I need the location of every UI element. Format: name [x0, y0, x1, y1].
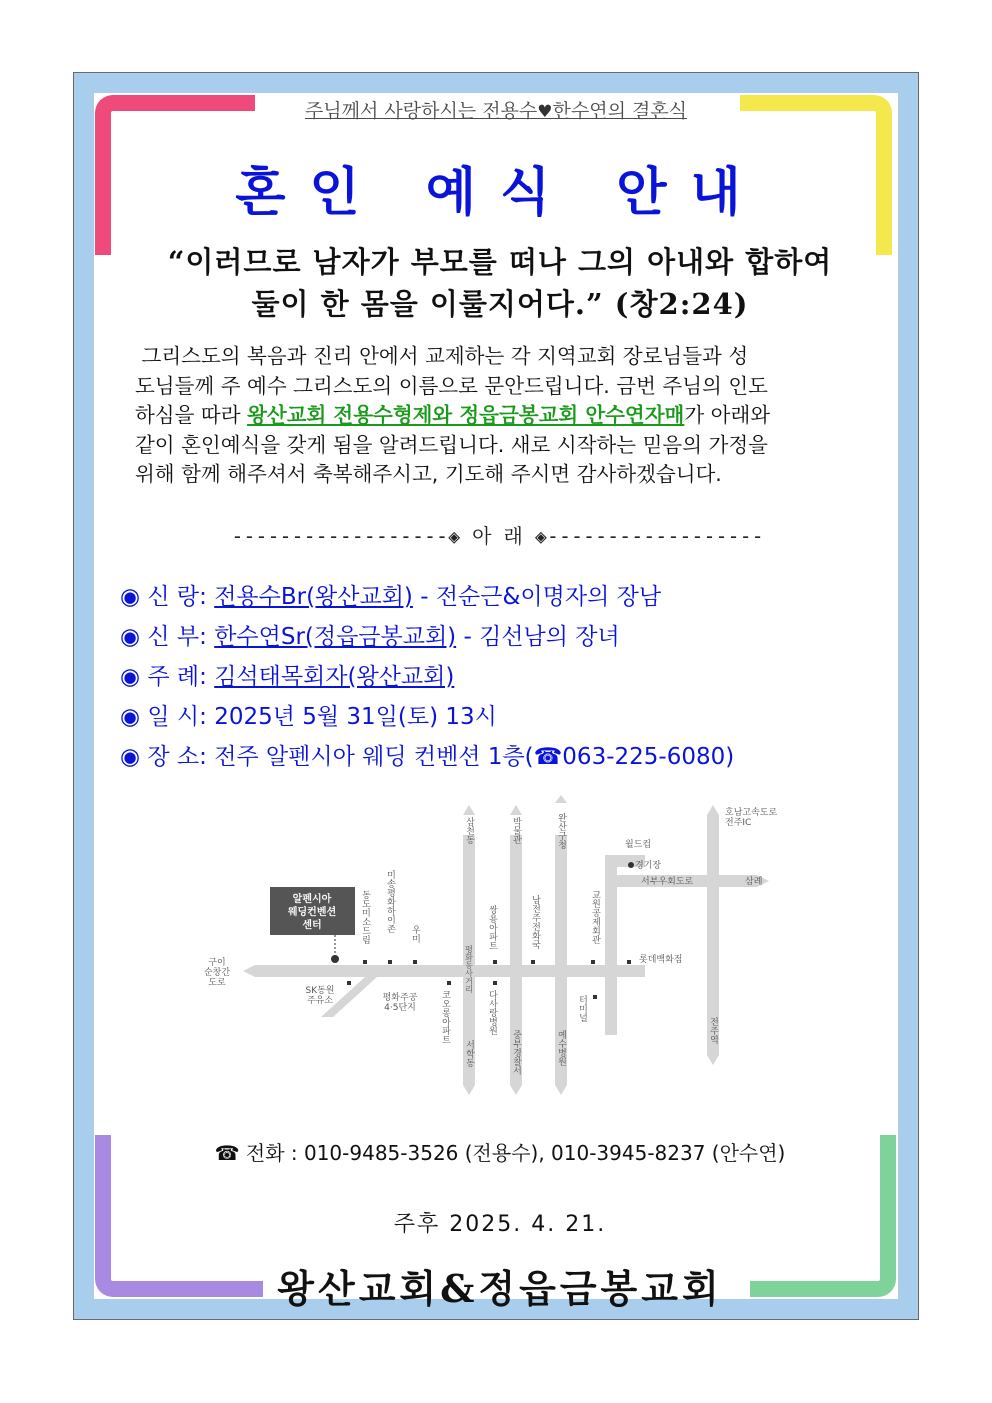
map-label: 삼례 — [745, 877, 763, 887]
venue-pin-icon — [331, 955, 339, 963]
map-label: 완산구청 — [556, 813, 566, 849]
wedding-caption — [246, 96, 746, 123]
map-label: 미송평화하이존 — [385, 870, 395, 933]
map-label: 4·5단지 — [384, 1003, 416, 1013]
datetime-info: ◉ 일 시: 2025년 5월 31일(토) 13시 — [120, 704, 497, 730]
scripture-verse-line1: “이러므로 남자가 부모를 떠나 그의 아내와 합하여 — [167, 245, 833, 279]
map-label: 전주IC — [725, 818, 752, 828]
map-label: 코오롱아파트 — [440, 990, 450, 1044]
map-label: 동도미소드림 — [360, 890, 370, 944]
invitation-body — [135, 342, 870, 490]
body-line: 도님들께 주 예수 그리스도의 이름으로 문안드립니다. 금번 주님의 인도 — [135, 373, 768, 398]
map-label: 중부경찰서 — [511, 1030, 521, 1075]
officiant-info: ◉ 주 례: 김석태목회자(왕산교회) — [120, 664, 455, 690]
caption-text-pre: 주님께서 사랑하시는 전용수 — [304, 100, 538, 122]
place-info: ◉ 장 소: 전주 알펜시아 웨딩 컨벤션 1층(☎063-225-6080) — [120, 744, 735, 770]
page-title: 혼인 예식 안내 — [235, 162, 765, 223]
map-venue-label: 센터 — [302, 920, 322, 931]
map-label: SK동원 — [305, 986, 335, 996]
body-line: 같이 혼인예식을 갖게 됨을 알려드립니다. 새로 시작하는 믿음의 가정을 — [135, 432, 768, 457]
groom-info: ◉ 신 랑: 전용수Br(왕산교회) - 전순근&이명자의 장남 — [120, 584, 662, 610]
map-label: 월드컵 — [625, 840, 652, 850]
caption-text-post: 한수연의 결혼식 — [552, 100, 688, 122]
heart-icon: ♥ — [537, 102, 553, 122]
section-divider: ------------------◈ 아 래 ◈------------------ — [231, 524, 764, 548]
map-label: 예수병원 — [556, 1030, 566, 1066]
body-line: 하심을 따라 왕산교회 전용수형제와 정읍금봉교회 안수연자매가 아래와 — [135, 403, 771, 427]
contact-phone: ☎ 전화 : 010-9485-3526 (전용수), 010-3945-8237 (안수연) — [214, 1141, 786, 1165]
couple-highlight: 왕산교회 전용수형제와 정읍금봉교회 안수연자매 — [247, 403, 685, 427]
officiant-name: 김석태목회자(왕산교회) — [214, 664, 455, 690]
groom-name: 전용수Br(왕산교회) — [214, 584, 413, 610]
map-label: 호남고속도로 — [725, 808, 778, 818]
map-label: 평화주공 — [382, 993, 418, 1003]
map-label: 남전주전화국 — [530, 895, 540, 949]
map-label: 도로 — [208, 978, 226, 988]
body-line: 위해 함께 해주셔서 축복해주시고, 기도해 주시면 감사하겠습니다. — [135, 462, 722, 486]
map-label: 우미 — [410, 925, 420, 943]
issue-date: 주후 2025. 4. 21. — [393, 1212, 607, 1237]
map-venue-label: 알펜시아 — [292, 894, 332, 905]
map-venue-label: 웨딩컨벤션 — [287, 907, 337, 918]
map-label: 다사랑병원 — [487, 990, 497, 1035]
host-churches: 왕산교회&정읍금봉교회 — [277, 1266, 723, 1311]
map-label: 박물관 — [511, 817, 521, 844]
map-arrows — [243, 795, 769, 1095]
map-label: 쌍용아파트 — [487, 905, 497, 950]
map-label: 구이 — [208, 958, 226, 968]
map-label: 터미널 — [577, 995, 587, 1022]
map-label: 경기장 — [635, 861, 662, 871]
map-label: 전주역 — [708, 1017, 718, 1044]
map-label: 서부우회도로 — [641, 877, 694, 887]
map-label: 서학동 — [464, 1040, 474, 1067]
map-label: 삼천동 — [464, 817, 474, 844]
map-label: 롯데백화점 — [639, 955, 683, 965]
bride-name: 한수연Sr(정읍금봉교회) — [214, 624, 457, 650]
location-map — [195, 795, 815, 1115]
scripture-verse-line2: 둘이 한 몸을 이룰지어다.” (창2:24) — [251, 287, 749, 321]
map-label: 주유소 — [306, 996, 334, 1006]
map-roads — [255, 815, 757, 1085]
body-line: 그리스도의 복음과 진리 안에서 교제하는 각 지역교회 장로님들과 성 — [141, 344, 749, 368]
bride-info: ◉ 신 부: 한수연Sr(정읍금봉교회) - 김선남의 장녀 — [120, 624, 620, 650]
map-label: 평화동사거리 — [464, 945, 474, 993]
map-label: 순창간 — [203, 968, 231, 978]
map-label: 교원공제회관 — [590, 890, 600, 944]
